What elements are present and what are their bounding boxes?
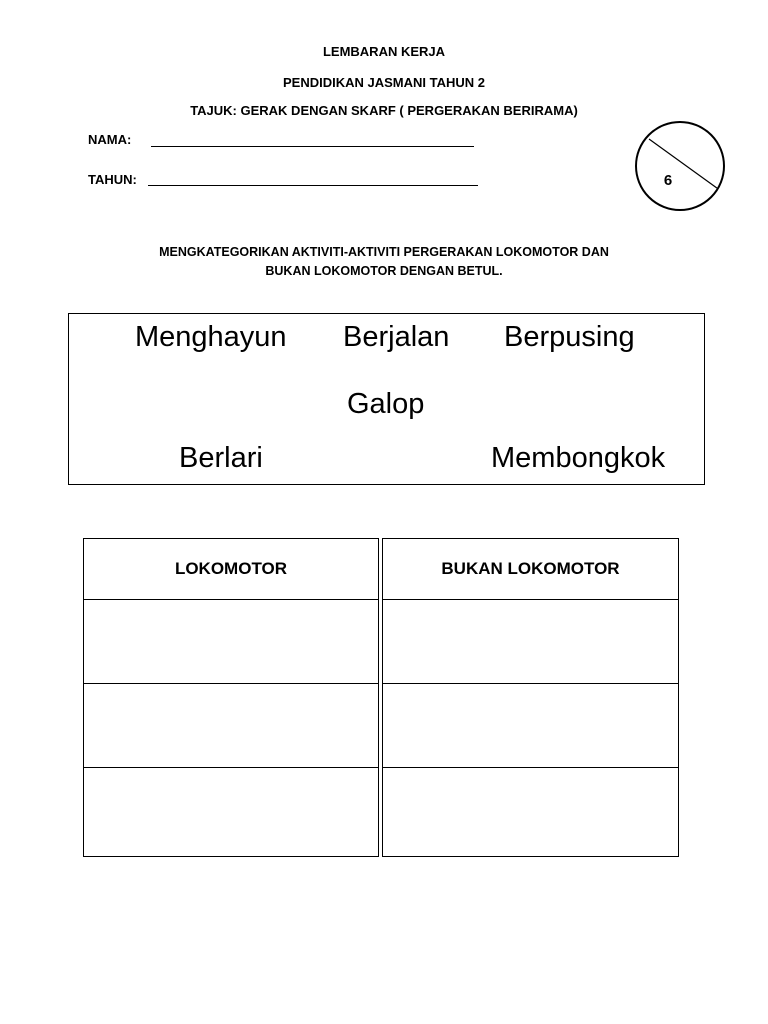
nama-label: NAMA: [88,132,132,147]
worksheet-title: LEMBARAN KERJA [322,44,446,59]
nama-line[interactable] [151,146,474,147]
word-berjalan[interactable]: Berjalan [343,321,450,353]
lokomotor-answer-cell-2[interactable] [84,684,379,768]
tahun-label: TAHUN: [88,172,137,187]
tahun-line[interactable] [148,185,478,186]
bukan-lokomotor-answer-cell-2[interactable] [383,684,679,768]
score-circle [635,121,725,211]
lokomotor-answer-cell-1[interactable] [84,600,379,684]
word-membongkok[interactable]: Membongkok [491,442,666,474]
bukan-lokomotor-answer-cell-1[interactable] [383,600,679,684]
word-menghayun[interactable]: Menghayun [135,321,287,353]
lokomotor-header: LOKOMOTOR [84,539,379,600]
word-bank-box [68,313,705,485]
instruction-line-2: BUKAN LOKOMOTOR DENGAN BETUL. [265,264,503,278]
bukan-lokomotor-header: BUKAN LOKOMOTOR [383,539,679,600]
lokomotor-answer-cell-3[interactable] [84,768,379,857]
topic-title: TAJUK: GERAK DENGAN SKARF ( PERGERAKAN BERIRAMA) [190,103,578,118]
word-galop[interactable]: Galop [347,388,425,420]
bukan-lokomotor-answer-cell-3[interactable] [383,768,679,857]
lokomotor-table [83,538,379,857]
bukan-lokomotor-table [382,538,679,857]
instruction-line-1: MENGKATEGORIKAN AKTIVITI-AKTIVITI PERGERAKAN LOKOMOTOR DAN [159,245,609,259]
subject-title: PENDIDIKAN JASMANI TAHUN 2 [283,75,485,90]
score-value: 6 [663,172,673,189]
word-berlari[interactable]: Berlari [179,442,263,474]
score-slash [637,123,725,211]
word-berpusing[interactable]: Berpusing [504,321,635,353]
